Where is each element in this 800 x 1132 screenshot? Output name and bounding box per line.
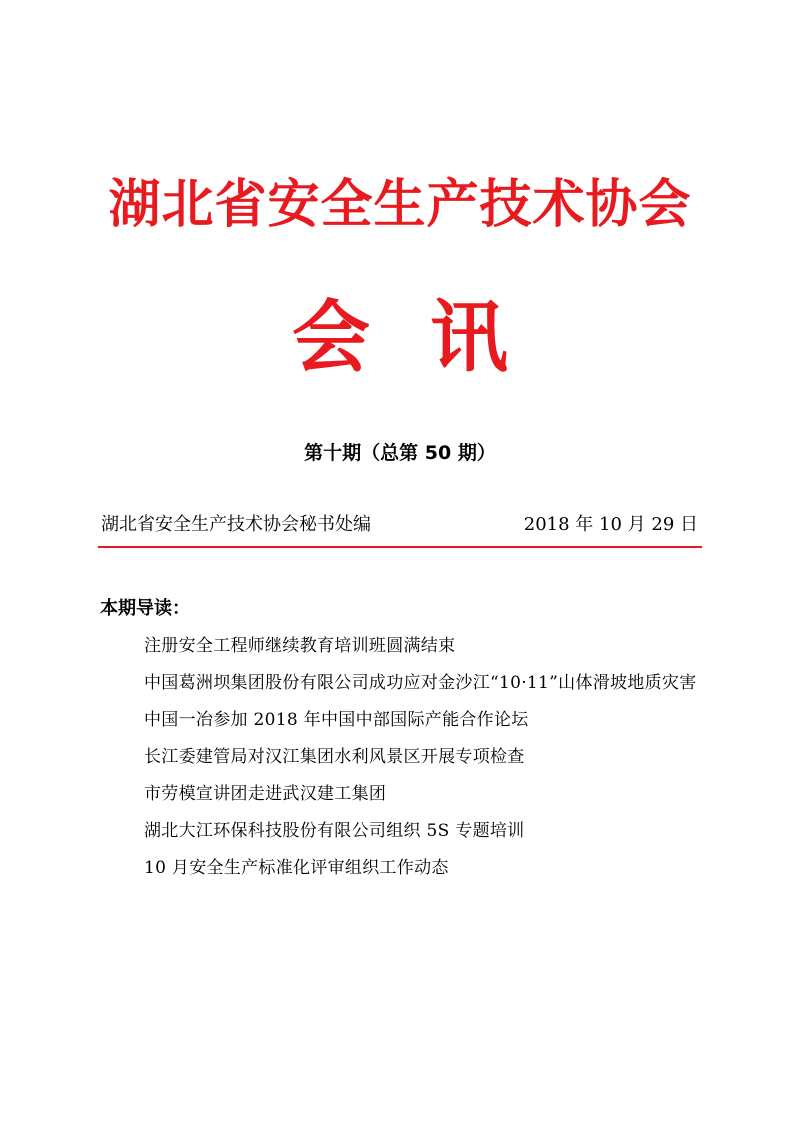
publish-date: 2018 年 10 月 29 日 [523,514,698,535]
guide-item: 湖北大江环保科技股份有限公司组织 5S 专题培训 [144,821,525,841]
org-title: 湖北省安全生产技术协会 [108,175,692,235]
guide-item: 市劳模宣讲团走进武汉建工集团 [144,784,387,804]
editor-line: 湖北省安全生产技术协会秘书处编 [101,514,371,535]
guide-item: 中国葛洲坝集团股份有限公司成功应对金沙江“10·11”山体滑坡地质灾害 [144,673,697,693]
guide-item: 中国一冶参加 2018 年中国中部国际产能合作论坛 [144,710,529,730]
bulletin-title: 会讯 [291,292,568,383]
guide-item: 注册安全工程师继续教育培训班圆满结束 [144,636,456,656]
issue-number: 第十期（总第 50 期） [304,442,496,464]
guide-list [100,628,704,887]
guide-heading: 本期导读： [100,598,190,619]
guide-item: 10 月安全生产标准化评审组织工作动态 [144,858,449,878]
guide-item: 长江委建管局对汉江集团水利风景区开展专项检查 [144,747,525,767]
red-divider [98,546,702,548]
